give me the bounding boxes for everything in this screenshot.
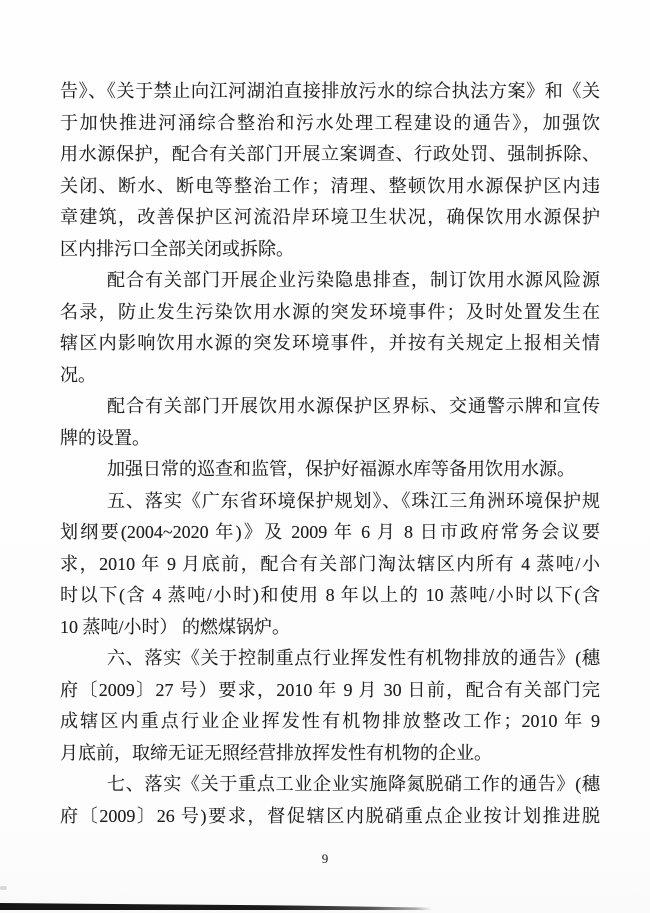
text-line: 告》、《关于禁止向江河湖泊直接排放污水的综合执法方案》和《关 — [60, 81, 600, 101]
paragraph — [60, 643, 600, 769]
page-number: 9 — [321, 851, 329, 866]
text-block — [60, 76, 600, 832]
text-line: 关闭、断水、断电等整治工作；清理、整顿饮用水源保护区内违 — [60, 175, 600, 196]
text-line: 七、落实《关于重点工业企业实施降氮脱硝工作的通告》(穗 — [107, 774, 600, 794]
text-line: 求，2010 年 9 月底前，配合有关部门淘汰辖区内所有 4 蒸吨/小 — [60, 553, 600, 574]
paragraph — [60, 769, 600, 832]
text-line: 10 蒸吨/小时） 的燃煤锅炉。 — [60, 616, 290, 637]
paragraph — [60, 76, 600, 265]
paragraph — [60, 454, 600, 486]
text-line: 牌的设置。 — [60, 427, 150, 448]
text-line: 况。 — [60, 364, 96, 385]
text-line: 划纲要(2004~2020 年)》及 2009 年 6 月 8 日市政府常务会议要 — [60, 522, 600, 542]
text-line: 用水源保护，配合有关部门开展立案调查、行政处罚、强制拆除、 — [60, 144, 600, 164]
text-line: 月底前，取缔无证无照经营排放挥发性有机物的企业。 — [60, 742, 492, 763]
text-line: 加强日常的巡查和监管，保护好福源水库等备用饮用水源。 — [107, 459, 575, 479]
text-line: 六、落实《关于控制重点行业挥发性有机物排放的通告》(穗 — [107, 648, 600, 668]
text-line: 配合有关部门开展饮用水源保护区界标、交通警示牌和宣传 — [107, 396, 600, 416]
paragraph — [60, 265, 600, 391]
text-line: 五、落实《广东省环境保护规划》、《珠江三角洲环境保护规 — [107, 490, 600, 511]
text-line: 府〔2009〕27 号）要求，2010 年 9 月 30 日前，配合有关部门完 — [60, 679, 600, 700]
text-line: 章建筑，改善保护区河流沿岸环境卫生状况，确保饮用水源保护 — [60, 207, 600, 227]
text-line: 时以下(含 4 蒸吨/小时)和使用 8 年以上的 10 蒸吨/小时以下(含 — [60, 585, 600, 605]
text-line: 配合有关部门开展企业污染隐患排查，制订饮用水源风险源 — [107, 270, 600, 290]
paragraph — [60, 391, 600, 454]
text-line: 成辖区内重点行业企业挥发性有机物排放整改工作；2010 年 9 — [60, 711, 600, 731]
text-line: 于加快推进河涌综合整治和污水处理工程建设的通告》，加强饮 — [60, 112, 600, 133]
text-line: 府〔2009〕26 号)要求，督促辖区内脱硝重点企业按计划推进脱 — [60, 805, 600, 826]
text-line: 辖区内影响饮用水源的突发环境事件，并按有关规定上报相关情 — [60, 333, 600, 353]
scan-edge-shadow — [0, 902, 432, 910]
scan-artifact-speck — [0, 886, 7, 890]
text-line: 区内排污口全部关闭或拆除。 — [60, 238, 294, 259]
paragraph — [60, 486, 600, 644]
text-line: 名录，防止发生污染饮用水源的突发环境事件；及时处置发生在 — [60, 301, 600, 322]
